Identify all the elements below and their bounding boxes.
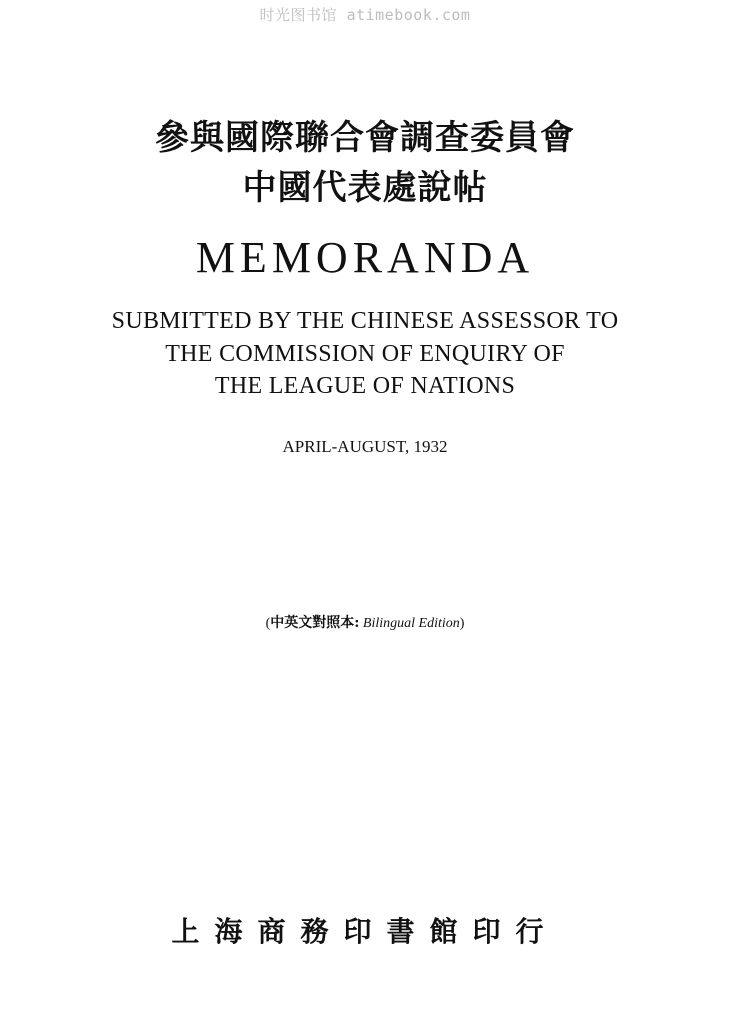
date-range: APRIL-AUGUST, 1932 [282,437,448,456]
edition-english: Bilingual Edition [359,616,460,631]
subtitle-line-3: THE LEAGUE OF NATIONS [214,373,516,399]
publisher: 上海商務印書館印行 [171,915,559,948]
english-title: MEMORANDA [195,233,535,282]
edition-open-paren: ( [265,616,271,631]
edition-chinese: 中英文對照本: [270,615,360,631]
edition-close-paren: ) [459,616,465,631]
chinese-title-line-1: 參與國際聯合會調查委員會 [155,118,575,158]
chinese-title-line-2: 中國代表處說帖 [242,168,488,208]
subtitle-line-1: SUBMITTED BY THE CHINESE ASSESSOR TO [111,308,619,334]
watermark: 时光图书馆 atimebook.com [259,6,471,24]
edition-note [0,612,730,632]
subtitle-line-2: THE COMMISSION OF ENQUIRY OF [165,341,565,367]
